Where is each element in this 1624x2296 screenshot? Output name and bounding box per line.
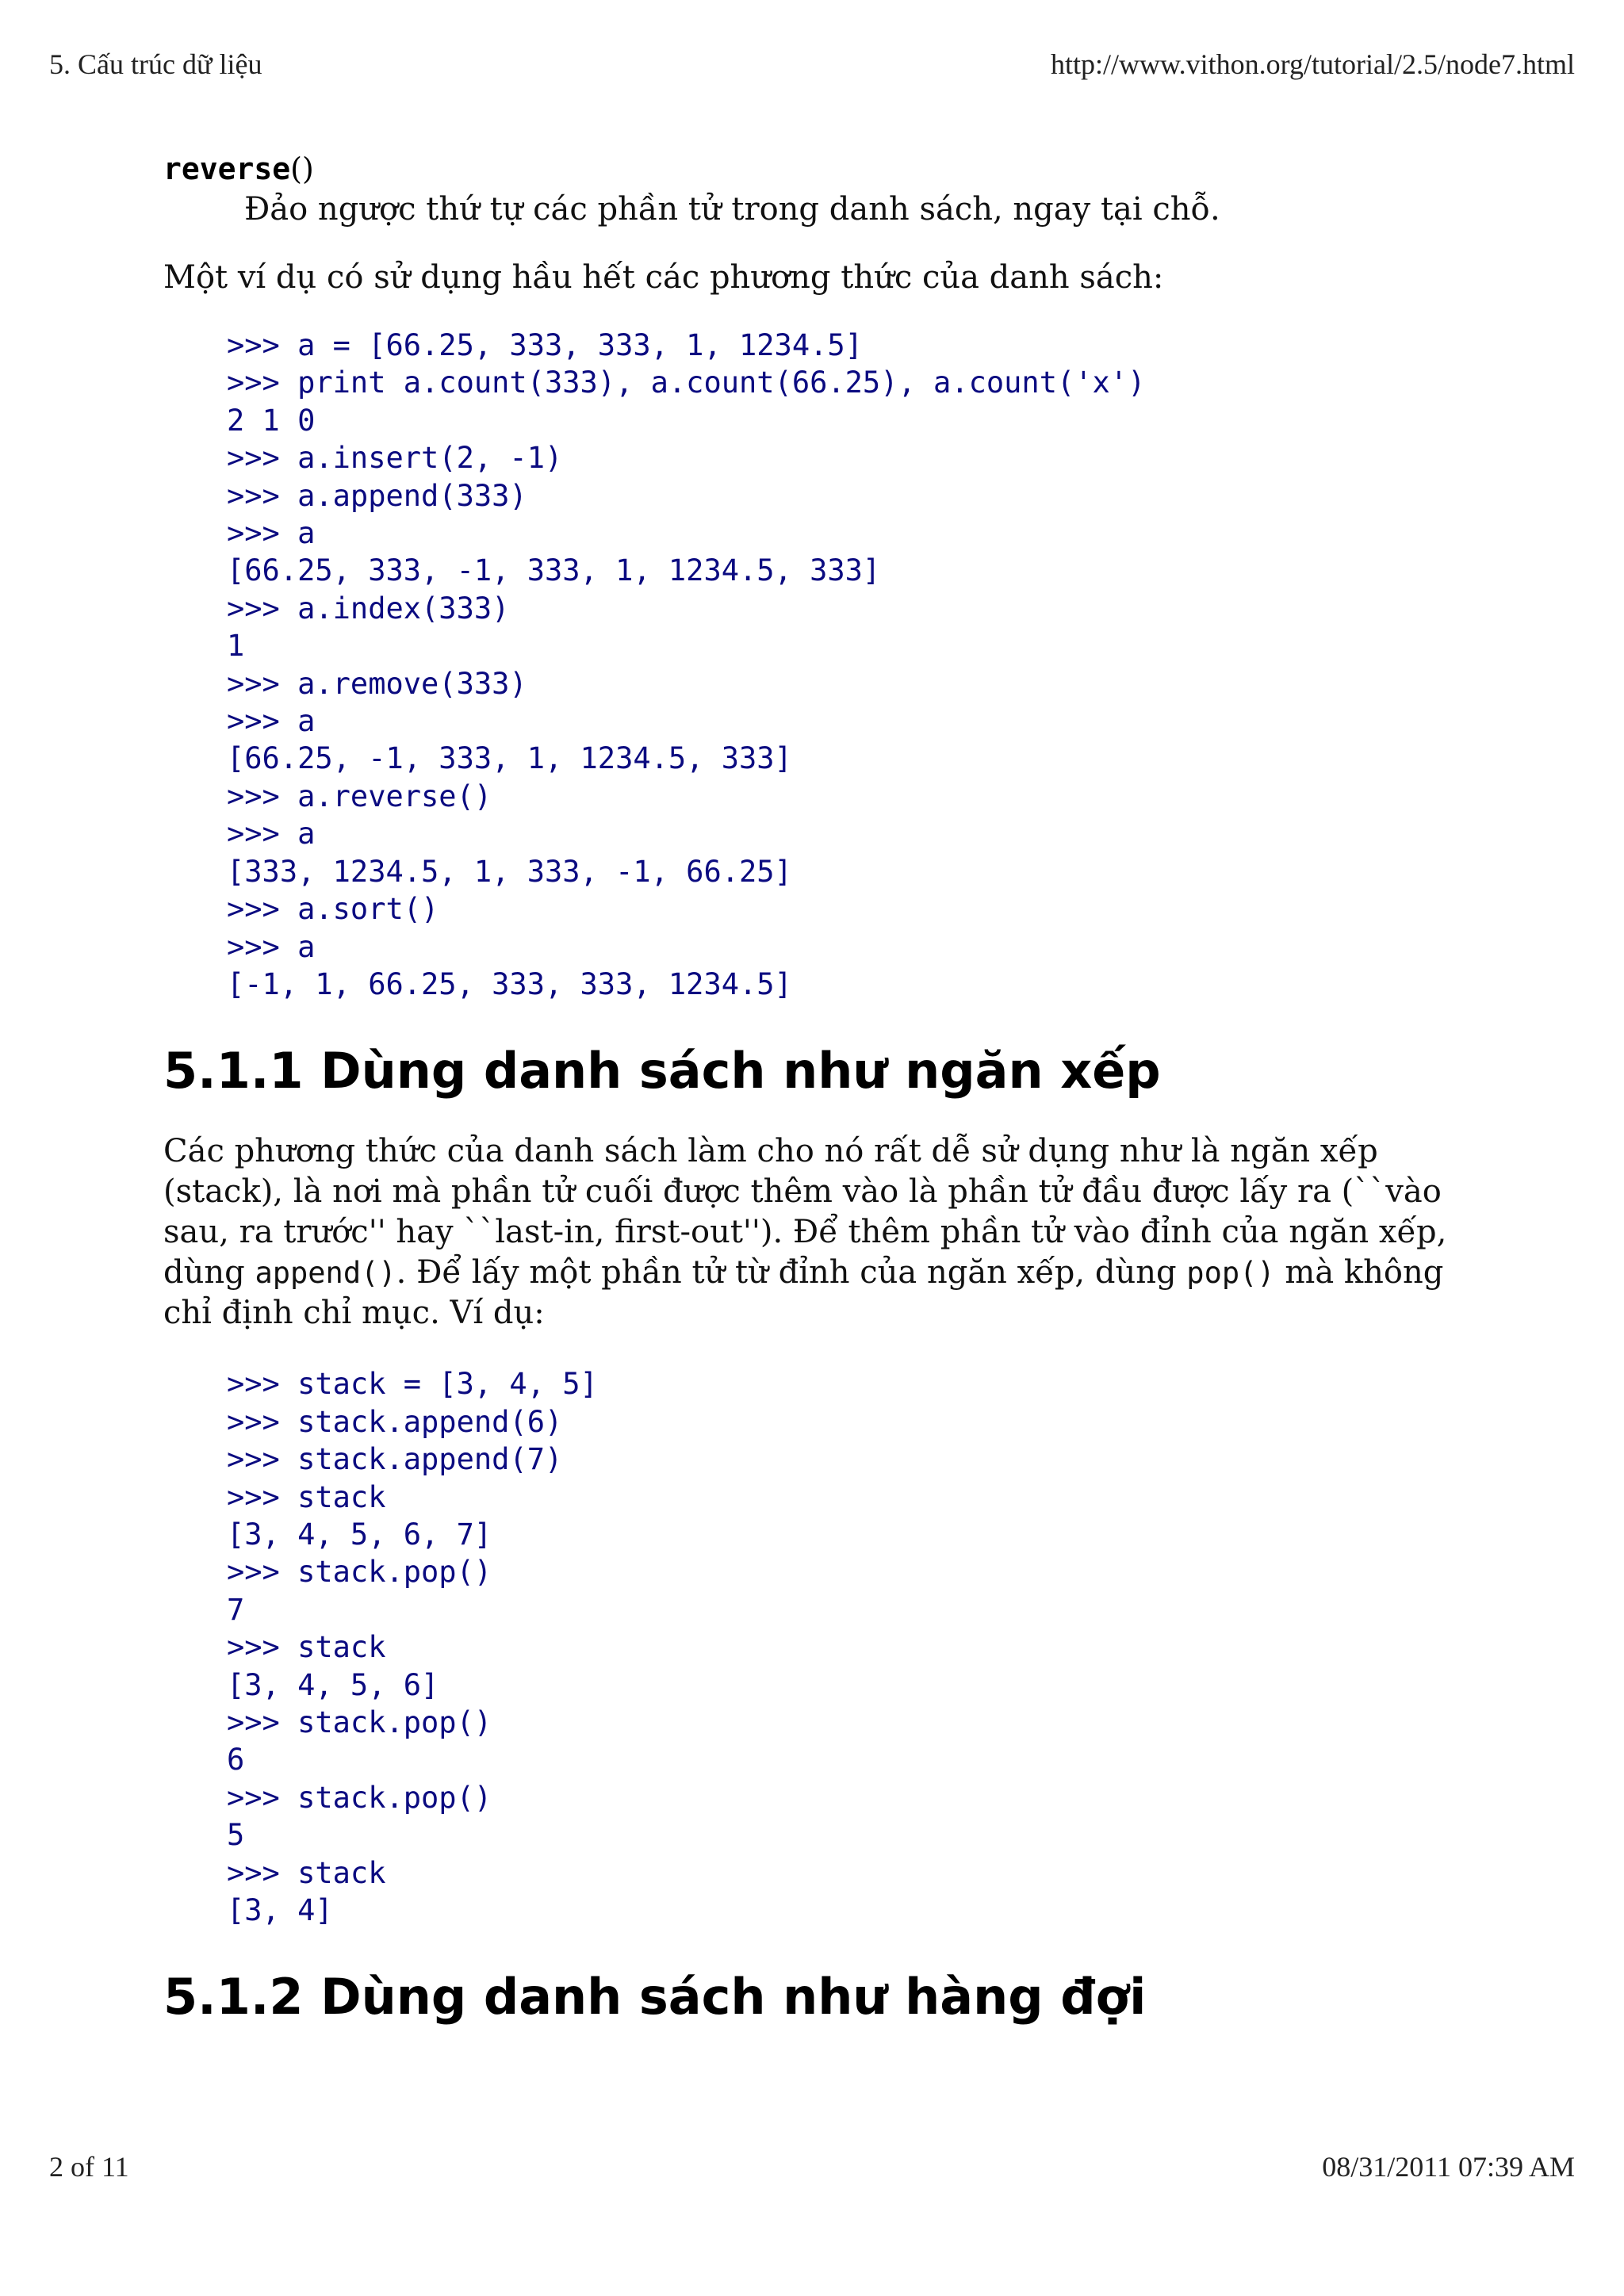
method-name: reverse xyxy=(163,151,291,186)
page-header-url: http://www.vithon.org/tutorial/2.5/node7.html xyxy=(1051,48,1575,80)
inline-code-pop: pop() xyxy=(1186,1256,1275,1291)
method-description: Đảo ngược thứ tự các phần tử trong danh sách, ngay tại chỗ. xyxy=(244,191,1220,228)
page-header-title: 5. Cấu trúc dữ liệu xyxy=(49,48,262,80)
page-footer-page-number: 2 of 11 xyxy=(49,2151,129,2183)
code-block-stack: >>> stack = [3, 4, 5] >>> stack.append(6) >>> stack.append(7) >>> stack [3, 4, 5, 6, 7] >>> stack.pop() 7 >>> stack [3, 4, 5, 6] >>> stack.pop() 6 >>> stack.pop() 5 >>> stack [3, 4] xyxy=(227,1367,598,1927)
page-footer-timestamp: 08/31/2011 07:39 AM xyxy=(1322,2151,1575,2183)
document-content xyxy=(163,145,1480,2029)
method-parens: () xyxy=(290,151,314,186)
stack-text-2: . Để lấy một phần tử từ đỉnh của ngăn xếp, dùng xyxy=(396,1254,1187,1292)
section-heading-queue: 5.1.2 Dùng danh sách như hàng đợi xyxy=(163,1968,1147,2026)
intro-paragraph: Một ví dụ có sử dụng hầu hết các phương thức của danh sách: xyxy=(163,259,1164,296)
inline-code-append: append() xyxy=(255,1256,396,1291)
stack-text-3: mà không chỉ định chỉ mục. Ví dụ: xyxy=(163,1254,1444,1332)
stack-text-1: Các phương thức của danh sách làm cho nó rất dễ sử dụng như là ngăn xếp (stack), là nơi mà phần tử cuối được thêm vào là phần tử đầu được lấy ra (``vào sau, ra trước'' hay ``last-in, first-out''). Để thêm phần tử vào đỉnh của ngăn xếp, dùng xyxy=(163,1133,1447,1292)
method-signature xyxy=(163,145,1480,193)
section-heading-stack: 5.1.1 Dùng danh sách như ngăn xếp xyxy=(163,1042,1161,1100)
stack-paragraph xyxy=(163,1131,1480,1334)
code-block-list-methods: >>> a = [66.25, 333, 333, 1, 1234.5] >>> print a.count(333), a.count(66.25), a.count('x') 2 1 0 >>> a.insert(2, -1) >>> a.append(333) >>> a [66.25, 333, -1, 333, 1, 1234.5, 333] >>> a.index(333) 1 >>> a.remove(333) >>> a [66.25, -1, 333, 1, 1234.5, 333] >>> a.reverse() >>> a [333, 1234.5, 1, 333, -1, 66.25] >>> a.sort() >>> a [-1, 1, 66.25, 333, 333, 1234.5] xyxy=(227,328,1146,1001)
